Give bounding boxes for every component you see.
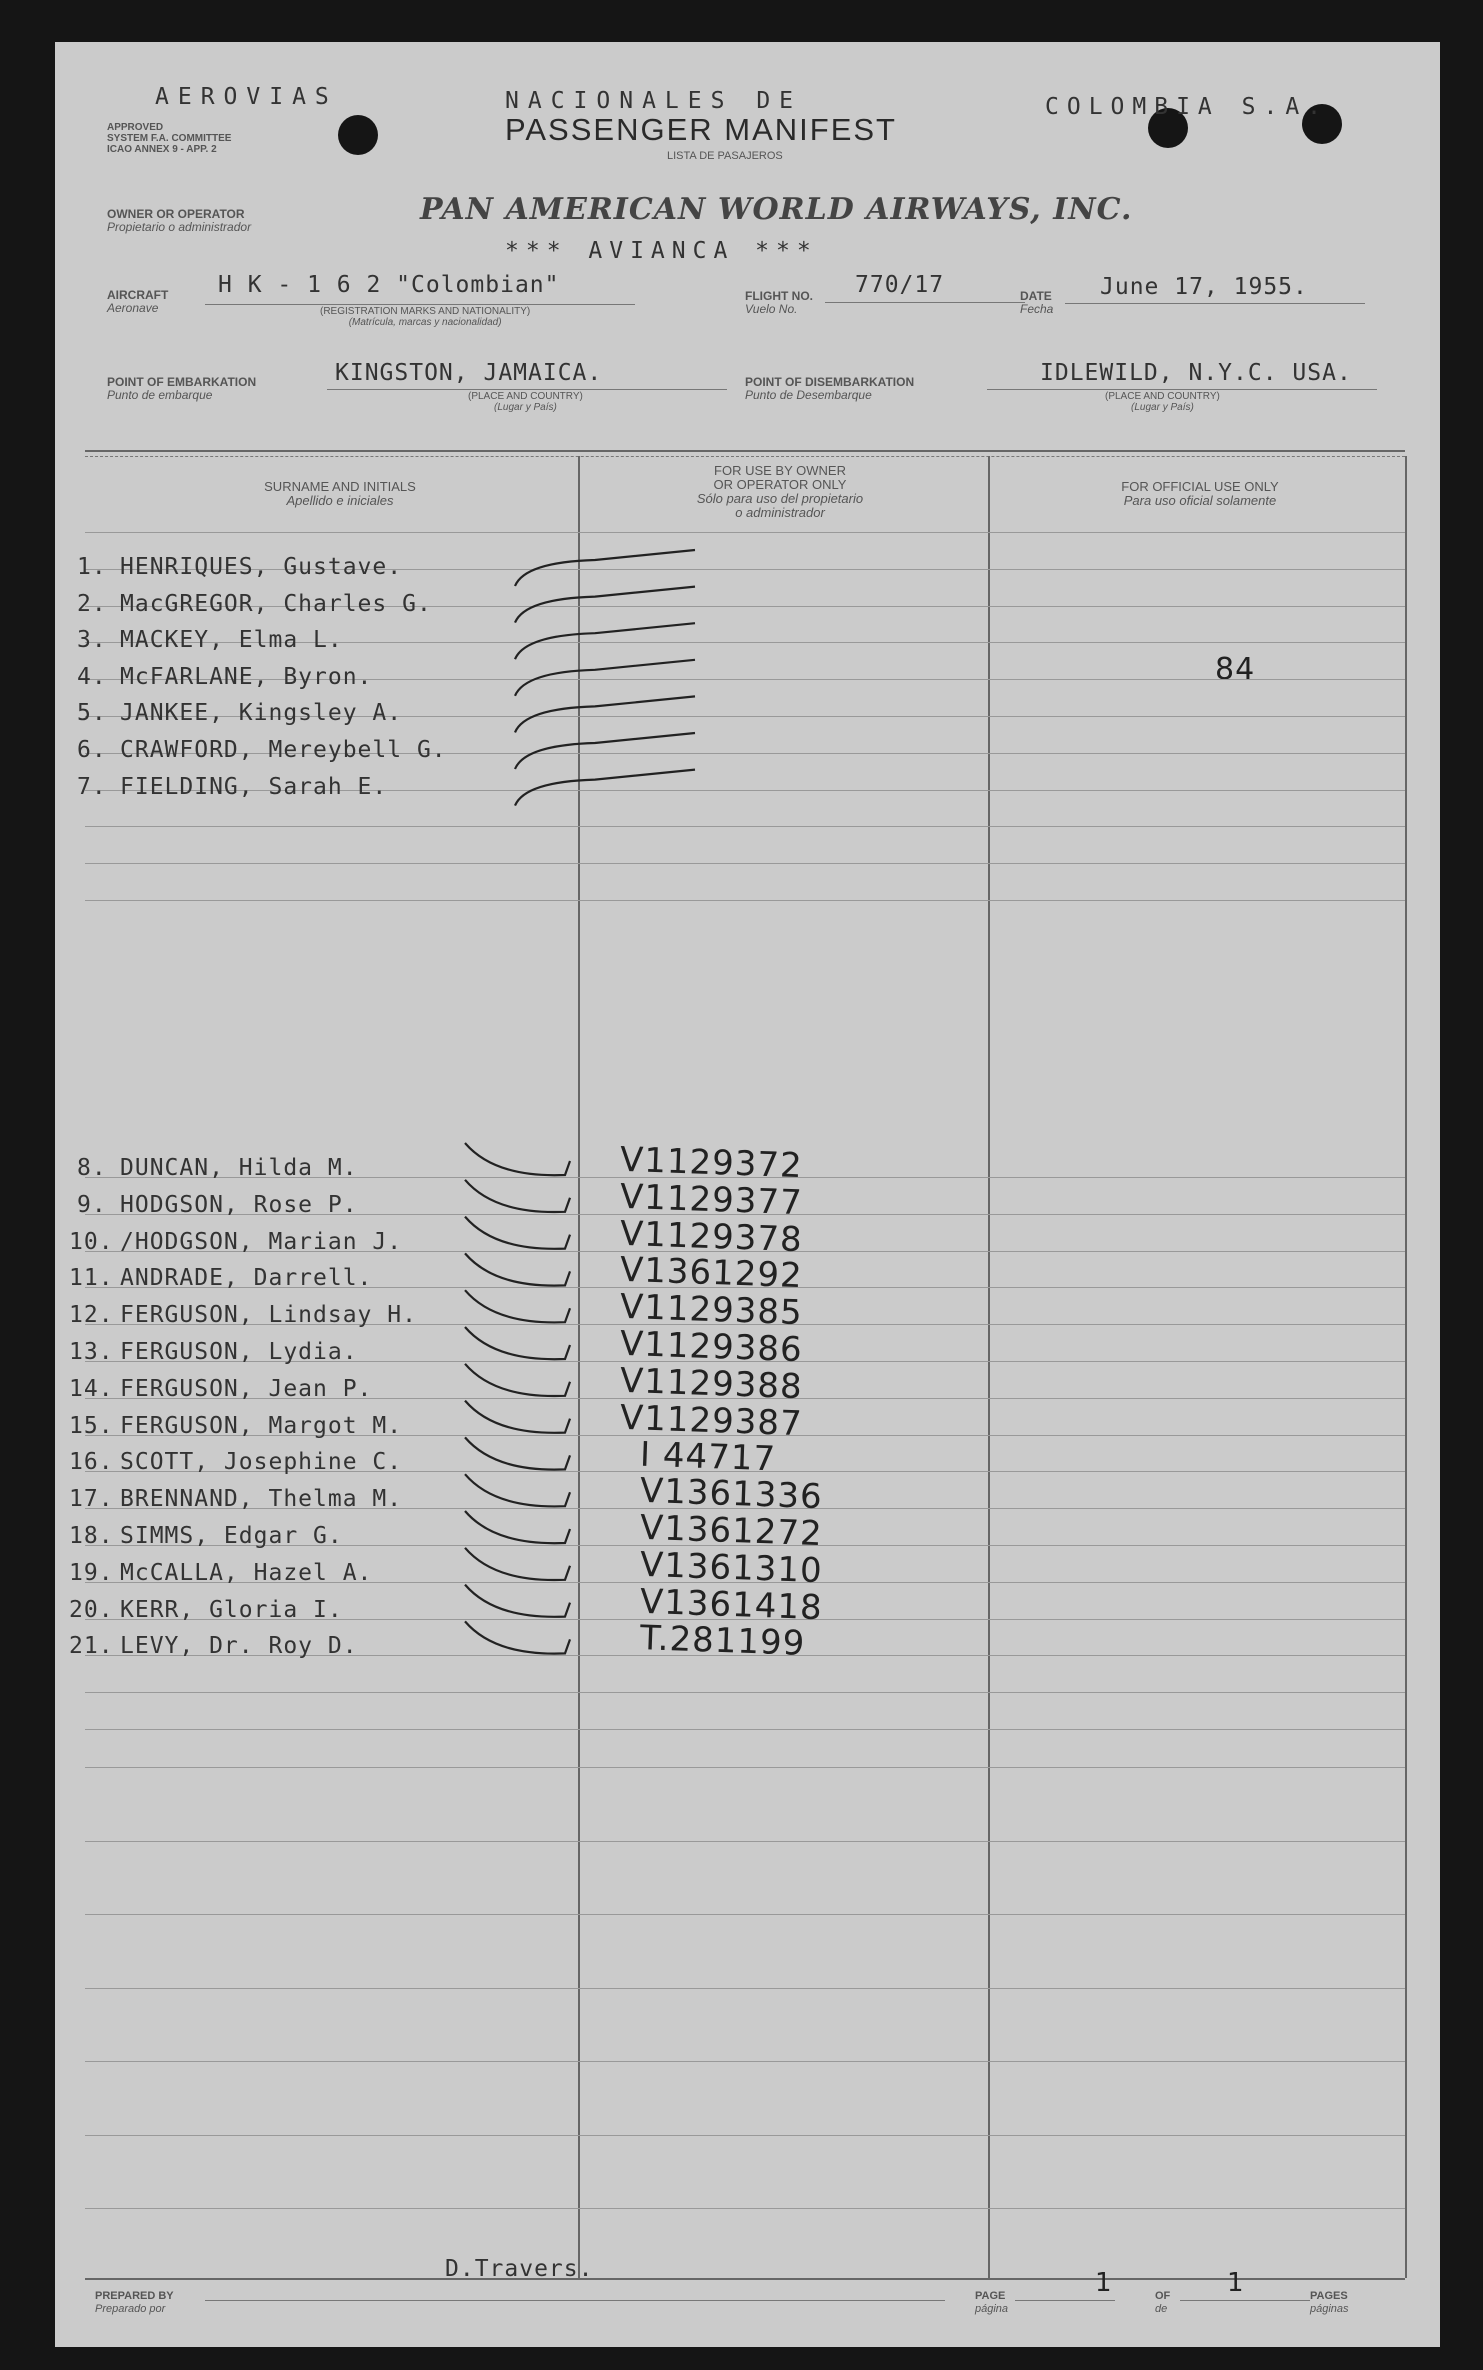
disembark-label: POINT OF DISEMBARKATION Punto de Desembarque bbox=[745, 375, 915, 402]
passenger-number: 3. bbox=[77, 627, 107, 654]
checkmark bbox=[465, 1364, 570, 1396]
row-rule bbox=[85, 2061, 1405, 2062]
passenger-number: 17. bbox=[69, 1486, 114, 1513]
checkmark bbox=[515, 696, 695, 732]
row-rule bbox=[85, 1988, 1405, 1989]
row-rule bbox=[85, 1692, 1405, 1693]
passenger-name: /HODGSON, Marian J. bbox=[120, 1228, 403, 1255]
row-rule bbox=[85, 1841, 1405, 1842]
passenger-name: BRENNAND, Thelma M. bbox=[120, 1486, 403, 1513]
embark-place-note: (PLACE AND COUNTRY) (Lugar y País) bbox=[468, 391, 583, 413]
row-rule bbox=[85, 1729, 1405, 1730]
visa-number: V1361310 bbox=[639, 1544, 824, 1591]
checkmark bbox=[515, 623, 695, 659]
flight-value: 770/17 bbox=[855, 272, 945, 298]
embark-value: KINGSTON, JAMAICA. bbox=[335, 360, 603, 386]
page-value: 1 bbox=[1095, 2268, 1113, 2298]
avianca-text: *** AVIANCA *** bbox=[505, 238, 818, 264]
official-column-header: FOR OFFICIAL USE ONLY Para uso oficial solamente bbox=[1121, 479, 1279, 508]
row-rule bbox=[85, 2208, 1405, 2209]
passenger-number: 13. bbox=[69, 1339, 114, 1365]
passenger-name: McFARLANE, Byron. bbox=[120, 663, 373, 690]
visa-number: V1129388 bbox=[619, 1360, 804, 1407]
official-note: 84 bbox=[1215, 652, 1256, 687]
passenger-number: 6. bbox=[77, 737, 107, 763]
visa-number: I 44717 bbox=[639, 1435, 777, 1480]
passenger-number: 9. bbox=[77, 1191, 107, 1218]
passenger-number: 12. bbox=[69, 1302, 114, 1329]
passenger-number: 5. bbox=[77, 700, 107, 727]
nacionales-text: NACIONALES DE bbox=[505, 88, 803, 114]
aircraft-label: AIRCRAFT Aeronave bbox=[107, 288, 169, 315]
prepared-value: D.Travers. bbox=[445, 2256, 594, 2282]
column-divider bbox=[1405, 456, 1407, 2278]
checkmark bbox=[465, 1180, 570, 1212]
date-label: DATE Fecha bbox=[1020, 289, 1054, 316]
passenger-number: 4. bbox=[77, 663, 107, 690]
passenger-name: FERGUSON, Lindsay H. bbox=[120, 1302, 417, 1329]
pages-label: PAGES páginas bbox=[1310, 2290, 1349, 2315]
passenger-name: LEVY, Dr. Roy D. bbox=[120, 1633, 358, 1660]
checkmark bbox=[465, 1474, 570, 1506]
passenger-number: 16. bbox=[69, 1449, 114, 1476]
checkmark bbox=[465, 1437, 570, 1469]
page-label: PAGE página bbox=[975, 2290, 1009, 2315]
row-rule bbox=[85, 863, 1405, 864]
passenger-name: SCOTT, Josephine C. bbox=[120, 1449, 403, 1476]
date-value: June 17, 1955. bbox=[1100, 274, 1308, 300]
aerovias-text: AEROVIAS bbox=[155, 84, 338, 110]
flight-label: FLIGHT NO. Vuelo No. bbox=[745, 289, 813, 316]
row-rule bbox=[85, 532, 1405, 533]
surname-column-header: SURNAME AND INITIALS Apellido e iniciales bbox=[264, 479, 416, 508]
visa-number: V1361272 bbox=[639, 1507, 824, 1555]
row-rule bbox=[85, 1914, 1405, 1915]
checkmark bbox=[465, 1548, 570, 1580]
checkmark bbox=[465, 1585, 570, 1617]
owner-label: OWNER OR OPERATOR Propietario o administrador bbox=[107, 207, 252, 234]
passenger-number: 7. bbox=[77, 773, 107, 800]
passenger-name: FIELDING, Sarah E. bbox=[120, 773, 388, 800]
passenger-number: 2. bbox=[77, 590, 107, 617]
page-title: PASSENGER MANIFEST bbox=[505, 112, 897, 147]
checkmark bbox=[465, 1253, 570, 1285]
passenger-name: MACKEY, Elma L. bbox=[120, 627, 343, 654]
colombia-text: COLOMBIA S.A. bbox=[1045, 94, 1330, 120]
checkmark bbox=[465, 1401, 570, 1433]
passenger-number: 10. bbox=[69, 1228, 114, 1255]
passenger-name: SIMMS, Edgar G. bbox=[120, 1523, 343, 1549]
visa-number: V1129387 bbox=[619, 1397, 804, 1444]
passenger-name: HODGSON, Rose P. bbox=[120, 1191, 358, 1218]
passenger-number: 21. bbox=[69, 1633, 114, 1660]
row-rule bbox=[85, 900, 1405, 901]
checkmark bbox=[515, 733, 695, 769]
passenger-number: 11. bbox=[69, 1265, 114, 1292]
aircraft-value: H K - 1 6 2 "Colombian" bbox=[218, 272, 560, 298]
visa-number: V1361292 bbox=[619, 1250, 804, 1297]
passenger-name: McCALLA, Hazel A. bbox=[120, 1559, 373, 1586]
checkmark bbox=[515, 660, 695, 696]
prepared-label: PREPARED BY Preparado por bbox=[95, 2290, 174, 2315]
column-divider bbox=[988, 456, 990, 2278]
row-rule bbox=[85, 2135, 1405, 2136]
visa-number: V1129385 bbox=[619, 1287, 804, 1334]
checkmark bbox=[465, 1143, 570, 1175]
row-rule bbox=[85, 1767, 1405, 1768]
visa-number: V1129377 bbox=[619, 1176, 804, 1223]
passenger-name: JANKEE, Kingsley A. bbox=[120, 700, 403, 727]
passenger-number: 14. bbox=[69, 1375, 114, 1402]
passenger-name: ANDRADE, Darrell. bbox=[120, 1265, 373, 1292]
row-rule bbox=[85, 826, 1405, 827]
passenger-name: KERR, Gloria I. bbox=[120, 1596, 343, 1623]
passenger-name: CRAWFORD, Mereybell G. bbox=[120, 737, 447, 763]
passenger-number: 1. bbox=[77, 554, 107, 580]
of-value: 1 bbox=[1227, 2268, 1245, 2298]
passenger-number: 19. bbox=[69, 1559, 114, 1586]
visa-number: V1129372 bbox=[619, 1139, 804, 1187]
passenger-number: 8. bbox=[77, 1155, 107, 1181]
passenger-name: DUNCAN, Hilda M. bbox=[120, 1155, 358, 1181]
passenger-number: 18. bbox=[69, 1523, 114, 1549]
checkmark bbox=[465, 1217, 570, 1249]
checkmark bbox=[515, 770, 695, 806]
disembark-value: IDLEWILD, N.Y.C. USA. bbox=[1040, 360, 1352, 386]
visa-number: V1129386 bbox=[619, 1323, 804, 1371]
owner-column-header: FOR USE BY OWNER OR OPERATOR ONLY Sólo para uso del propietario o administrador bbox=[696, 463, 864, 520]
disembark-place-note: (PLACE AND COUNTRY) (Lugar y País) bbox=[1105, 391, 1220, 413]
page-subtitle: LISTA DE PASAJEROS bbox=[667, 150, 783, 162]
approved-note: APPROVED SYSTEM F.A. COMMITTEE ICAO ANNEX 9 - APP. 2 bbox=[107, 122, 232, 155]
punch-hole bbox=[338, 115, 378, 155]
checkmark bbox=[465, 1621, 570, 1653]
passenger-name: FERGUSON, Jean P. bbox=[120, 1375, 373, 1402]
checkmark bbox=[515, 587, 695, 623]
visa-number: V1129378 bbox=[619, 1213, 804, 1260]
checkmark bbox=[465, 1327, 570, 1359]
passenger-name: HENRIQUES, Gustave. bbox=[120, 554, 403, 580]
passenger-name: FERGUSON, Margot M. bbox=[120, 1412, 403, 1439]
manifest-sheet bbox=[55, 42, 1440, 2347]
visa-number: V1361418 bbox=[639, 1581, 824, 1628]
passenger-name: MacGREGOR, Charles G. bbox=[120, 590, 432, 617]
of-label: OF de bbox=[1155, 2290, 1171, 2315]
visa-number: V1361336 bbox=[639, 1471, 824, 1518]
column-divider bbox=[578, 456, 580, 2278]
registration-note: (REGISTRATION MARKS AND NATIONALITY) (Matrícula, marcas y nacionalidad) bbox=[320, 306, 531, 328]
embark-label: POINT OF EMBARKATION Punto de embarque bbox=[107, 375, 257, 402]
checkmark bbox=[465, 1290, 570, 1322]
visa-number: T.281199 bbox=[639, 1618, 806, 1665]
passenger-number: 20. bbox=[69, 1596, 114, 1623]
passenger-name: FERGUSON, Lydia. bbox=[120, 1339, 358, 1365]
checkmark bbox=[465, 1511, 570, 1543]
company-name: PAN AMERICAN WORLD AIRWAYS, INC. bbox=[420, 192, 1133, 227]
passenger-number: 15. bbox=[69, 1412, 114, 1439]
